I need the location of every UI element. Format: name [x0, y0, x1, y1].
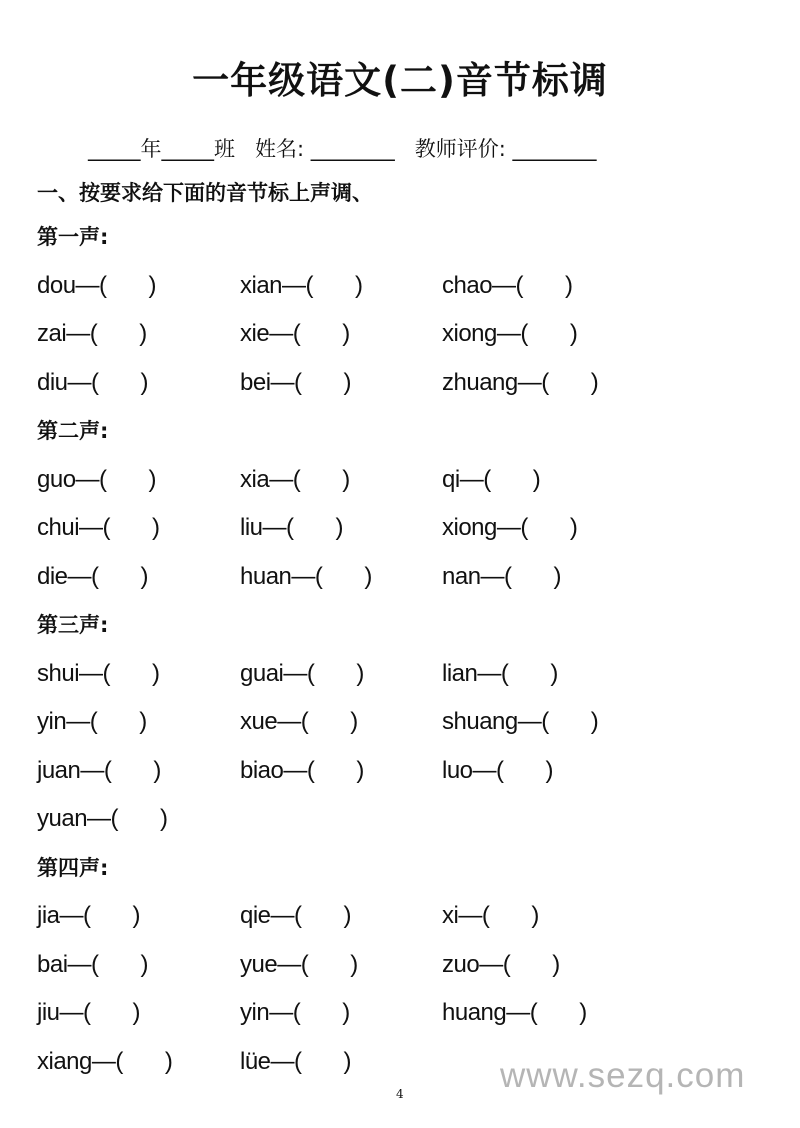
pinyin-item — [442, 262, 573, 311]
exercise-body — [37, 213, 777, 1086]
pinyin-syllable: xi — [442, 902, 459, 929]
pinyin-item — [240, 941, 358, 990]
blank-open: —( — [80, 756, 112, 784]
blank-close: ) — [364, 562, 372, 590]
blank-open: —( — [477, 659, 509, 687]
blank-open: —( — [269, 999, 301, 1026]
blank-open: —( — [506, 999, 538, 1026]
blank-open: —( — [59, 902, 91, 929]
blank-open: —( — [59, 999, 91, 1026]
blank-close: ) — [153, 756, 161, 784]
exercise-row — [37, 747, 777, 796]
pinyin-item — [240, 504, 343, 553]
pinyin-syllable: xue — [240, 708, 278, 735]
pinyin-item — [37, 359, 148, 408]
blank-open: —( — [262, 514, 294, 541]
pinyin-syllable: bai — [37, 950, 68, 978]
pinyin-item — [442, 892, 539, 941]
pinyin-item — [37, 504, 160, 553]
exercise-row — [37, 310, 777, 359]
pinyin-syllable: luo — [442, 756, 473, 784]
exercise-row — [37, 989, 777, 1038]
pinyin-syllable: biao — [240, 756, 284, 784]
exercise-row — [37, 698, 777, 747]
pinyin-item — [240, 262, 363, 311]
blank-open: —( — [67, 562, 99, 590]
blank-open: —( — [277, 950, 309, 978]
pinyin-syllable: jia — [37, 902, 60, 929]
pinyin-syllable: nan — [442, 562, 481, 590]
pinyin-syllable: shui — [37, 659, 80, 687]
pinyin-item — [37, 553, 148, 602]
blank-close: ) — [545, 756, 554, 784]
blank-close: ) — [350, 950, 358, 978]
pinyin-syllable: huan — [240, 562, 292, 590]
pinyin-syllable: chui — [37, 514, 80, 541]
blank-close: ) — [148, 271, 157, 299]
pinyin-item — [442, 553, 561, 602]
pinyin-syllable: liu — [240, 514, 263, 541]
pinyin-syllable: lüe — [240, 1047, 271, 1075]
pinyin-item — [37, 310, 147, 359]
pinyin-item — [240, 456, 350, 505]
pinyin-syllable: huang — [442, 999, 507, 1026]
blank-close: ) — [343, 368, 352, 396]
blank-close: ) — [343, 1047, 352, 1075]
blank-close: ) — [152, 514, 160, 541]
pinyin-syllable: xiang — [37, 1047, 92, 1075]
pinyin-syllable: die — [37, 562, 68, 590]
blank-open: —( — [91, 1047, 123, 1075]
blank-close: ) — [335, 514, 344, 541]
pinyin-item — [442, 941, 560, 990]
blank-close: ) — [140, 950, 149, 978]
pinyin-item — [37, 1038, 172, 1087]
pinyin-item — [240, 650, 364, 699]
blank-close: ) — [550, 659, 558, 687]
pinyin-item — [37, 747, 161, 796]
blank-close: ) — [132, 999, 141, 1026]
blank-close: ) — [139, 320, 147, 347]
blank-open: —( — [67, 950, 99, 978]
blank-open: —( — [458, 902, 490, 929]
blank-close: ) — [164, 1047, 173, 1075]
pinyin-syllable: guai — [240, 659, 284, 687]
pinyin-syllable: yin — [37, 708, 67, 735]
blank-open: —( — [459, 465, 491, 493]
blank-open: —( — [270, 902, 302, 929]
blank-open: —( — [283, 659, 315, 687]
exercise-row — [37, 892, 777, 941]
blank-open: —( — [66, 320, 98, 347]
pinyin-syllable: bei — [240, 368, 271, 396]
exercise-row — [37, 504, 777, 553]
blank-close: ) — [139, 708, 147, 735]
pinyin-syllable: zuo — [442, 950, 480, 978]
page-number: 4 — [396, 1087, 404, 1101]
pinyin-syllable: guo — [37, 465, 76, 493]
pinyin-syllable: jiu — [37, 999, 60, 1026]
pinyin-item — [37, 795, 168, 844]
blank-close: ) — [531, 902, 539, 929]
pinyin-syllable: yue — [240, 950, 278, 978]
blank-open: —( — [79, 514, 111, 541]
page-title: 一年级语文(二)音节标调 — [192, 59, 608, 102]
pinyin-syllable: diu — [37, 368, 68, 396]
tone-section-label: 第二声: — [37, 419, 109, 443]
pinyin-item — [442, 359, 598, 408]
exercise-row — [37, 795, 777, 844]
pinyin-item — [442, 650, 558, 699]
pinyin-syllable: qi — [442, 465, 460, 493]
blank-close: ) — [356, 756, 364, 784]
pinyin-syllable: xie — [240, 320, 270, 347]
blank-close: ) — [552, 950, 560, 978]
tone-section-label: 第三声: — [37, 613, 109, 637]
pinyin-item — [442, 747, 553, 796]
blank-close: ) — [569, 320, 578, 347]
student-info-line: _____年_____班 姓名: ________ 教师评价: ________ — [88, 137, 597, 161]
blank-close: ) — [140, 368, 149, 396]
pinyin-syllable: xiong — [442, 514, 497, 541]
blank-open: —( — [79, 659, 111, 687]
pinyin-item — [240, 310, 350, 359]
blank-close: ) — [532, 465, 541, 493]
pinyin-item — [240, 553, 372, 602]
pinyin-syllable: xiong — [442, 320, 497, 347]
exercise-row — [37, 650, 777, 699]
blank-close: ) — [140, 562, 149, 590]
pinyin-item — [240, 747, 364, 796]
pinyin-item — [442, 989, 587, 1038]
pinyin-syllable: shuang — [442, 708, 518, 735]
question-heading: 一、按要求给下面的音节标上声调、 — [37, 181, 373, 205]
pinyin-syllable: chao — [442, 271, 493, 299]
tone-section-label: 第四声: — [37, 855, 109, 880]
blank-open: —( — [480, 562, 512, 590]
blank-open: —( — [75, 465, 107, 493]
pinyin-item — [240, 892, 351, 941]
exercise-row — [37, 456, 777, 505]
pinyin-item — [240, 989, 350, 1038]
pinyin-item — [240, 359, 351, 408]
pinyin-item — [442, 310, 577, 359]
blank-close: ) — [569, 514, 578, 541]
blank-close: ) — [342, 465, 350, 493]
blank-open: —( — [517, 368, 549, 396]
pinyin-item — [240, 698, 358, 747]
blank-open: —( — [66, 708, 98, 735]
pinyin-item — [37, 989, 140, 1038]
blank-open: —( — [270, 1047, 302, 1075]
exercise-row — [37, 262, 777, 311]
exercise-row — [37, 553, 777, 602]
blank-open: —( — [87, 805, 119, 832]
exercise-row — [37, 359, 777, 408]
blank-close: ) — [590, 708, 599, 735]
blank-open: —( — [479, 950, 511, 978]
pinyin-item — [37, 941, 148, 990]
pinyin-item — [37, 892, 140, 941]
pinyin-syllable: yuan — [37, 805, 88, 832]
blank-close: ) — [132, 902, 141, 929]
pinyin-syllable: xia — [240, 465, 270, 493]
blank-close: ) — [350, 708, 358, 735]
blank-close: ) — [342, 999, 350, 1026]
pinyin-syllable: lian — [442, 659, 478, 687]
blank-close: ) — [148, 465, 157, 493]
pinyin-item — [442, 456, 540, 505]
pinyin-syllable: juan — [37, 756, 81, 784]
blank-open: —( — [269, 465, 301, 493]
blank-open: —( — [492, 271, 524, 299]
blank-open: —( — [269, 320, 301, 347]
pinyin-item — [442, 504, 577, 553]
blank-open: —( — [270, 368, 302, 396]
pinyin-item — [240, 1038, 351, 1087]
blank-open: —( — [517, 708, 549, 735]
pinyin-item — [37, 456, 156, 505]
pinyin-syllable: zai — [37, 320, 67, 347]
pinyin-item — [37, 262, 156, 311]
blank-open: —( — [67, 368, 99, 396]
blank-open: —( — [75, 271, 107, 299]
blank-close: ) — [342, 320, 350, 347]
blank-open: —( — [496, 320, 528, 347]
blank-open: —( — [283, 756, 315, 784]
blank-close: ) — [152, 659, 160, 687]
blank-close: ) — [565, 271, 573, 299]
exercise-row — [37, 941, 777, 990]
blank-open: —( — [291, 562, 323, 590]
blank-close: ) — [579, 999, 587, 1026]
tone-section-label: 第一声: — [37, 225, 109, 249]
blank-close: ) — [590, 368, 599, 396]
pinyin-item — [37, 698, 147, 747]
blank-open: —( — [282, 271, 314, 299]
pinyin-syllable: zhuang — [442, 368, 518, 396]
pinyin-syllable: qie — [240, 902, 271, 929]
blank-close: ) — [553, 562, 562, 590]
pinyin-syllable: yin — [240, 999, 270, 1026]
blank-close: ) — [160, 805, 168, 832]
blank-open: —( — [277, 708, 309, 735]
pinyin-syllable: xian — [240, 271, 283, 299]
watermark: www.sezq.com — [500, 1056, 746, 1095]
blank-open: —( — [496, 514, 528, 541]
blank-open: —( — [472, 756, 504, 784]
pinyin-item — [37, 650, 160, 699]
pinyin-item — [442, 698, 598, 747]
blank-close: ) — [343, 902, 352, 929]
pinyin-syllable: dou — [37, 271, 76, 299]
blank-close: ) — [356, 659, 364, 687]
blank-close: ) — [355, 271, 363, 299]
